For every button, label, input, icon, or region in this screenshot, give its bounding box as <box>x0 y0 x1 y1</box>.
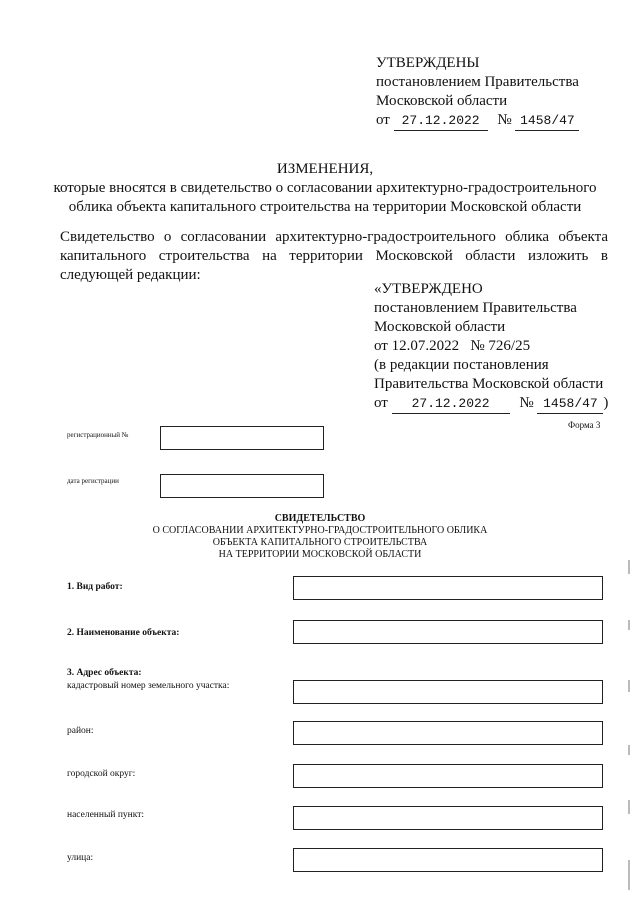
settlement-label: населенный пункт: <box>67 810 145 820</box>
reg-number-label: регистрационный № <box>67 431 129 439</box>
object-name-label: 2. Наименование объекта: <box>67 628 180 638</box>
approval-new: «УТВЕРЖДЕНО постановлением Правительства Московской области от 12.07.2022 № 726/25 (в редакции постановления Правительства Московской области от 27.12.2022 № 1458/47 ) <box>374 280 608 414</box>
form-label: Форма 3 <box>568 420 601 430</box>
approval-date-line: от 27.12.2022 № 1458/47 <box>376 111 579 131</box>
object-name-field[interactable] <box>293 620 603 644</box>
scan-mark <box>628 745 630 755</box>
approval-new-title: «УТВЕРЖДЕНО <box>374 281 483 297</box>
approval-number: 1458/47 <box>515 111 579 131</box>
changes-subtitle: облика объекта капитального строительства на территории Московской области <box>68 199 582 215</box>
approval-new-date-line: от 27.12.2022 № 1458/47 ) <box>374 394 608 414</box>
changes-subtitle: которые вносятся в свидетельство о согласовании архитектурно-градостроительного <box>53 180 597 196</box>
work-type-label: 1. Вид работ: <box>67 582 123 592</box>
approval-new-number: 1458/47 <box>537 394 603 414</box>
certificate-heading: СВИДЕТЕЛЬСТВО О СОГЛАСОВАНИИ АРХИТЕКТУРНО-ГРАДОСТРОИТЕЛЬНОГО ОБЛИКА ОБЪЕКТА КАПИТАЛЬНОГО СТРОИТЕЛЬСТВА НА ТЕРРИТОРИИ МОСКОВСКОЙ ОБЛАСТИ <box>60 513 580 561</box>
settlement-field[interactable] <box>293 806 603 830</box>
approval-date: 27.12.2022 <box>394 111 488 131</box>
scan-mark <box>628 800 630 814</box>
reg-date-field[interactable] <box>160 474 324 498</box>
district-field[interactable] <box>293 721 603 745</box>
cadastral-field[interactable] <box>293 680 603 704</box>
approval-new-date: 27.12.2022 <box>392 394 510 414</box>
scan-mark <box>628 680 630 692</box>
cadastral-label: кадастровый номер земельного участка: <box>67 681 230 691</box>
approval-line: постановлением Правительства <box>376 74 579 90</box>
reg-number-field[interactable] <box>160 426 324 450</box>
work-type-field[interactable] <box>293 576 603 600</box>
changes-heading <box>40 160 610 217</box>
street-field[interactable] <box>293 848 603 872</box>
approval-title: УТВЕРЖДЕНЫ <box>376 55 480 71</box>
scan-mark <box>628 560 630 574</box>
city-district-field[interactable] <box>293 764 603 788</box>
object-address-label: 3. Адрес объекта: <box>67 668 142 678</box>
intro-paragraph: Свидетельство о согласовании архитектурно-градостроительного облика объекта капитального строительства на территории Московской области изложить в следующей редакции: <box>60 229 608 283</box>
city-district-label: городской округ: <box>67 769 136 779</box>
reg-date-label: дата регистрации <box>67 477 119 485</box>
district-label: район: <box>67 726 94 736</box>
changes-title: ИЗМЕНЕНИЯ, <box>276 161 374 177</box>
certificate-title: СВИДЕТЕЛЬСТВО <box>274 513 366 524</box>
scan-mark <box>628 620 630 630</box>
approval-header <box>376 54 579 131</box>
scan-mark <box>628 860 630 890</box>
approval-line: Московской области <box>376 93 508 109</box>
street-label: улица: <box>67 853 94 863</box>
